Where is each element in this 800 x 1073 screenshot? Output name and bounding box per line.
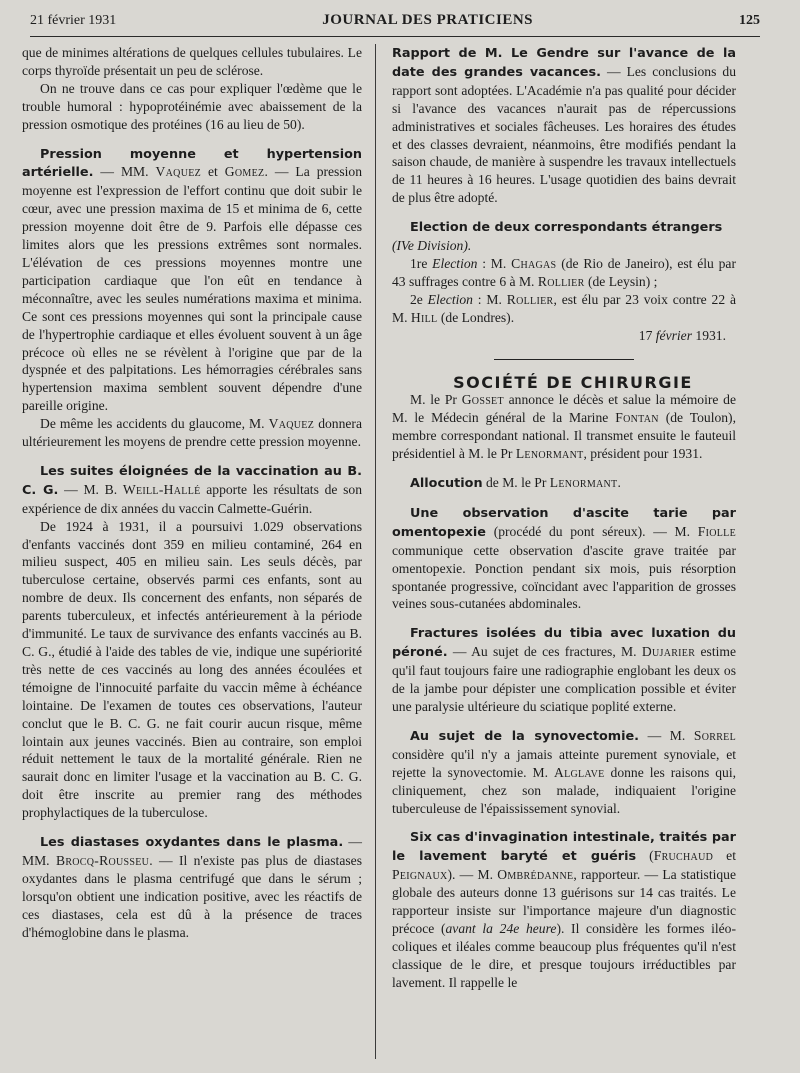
author-name: Chagas xyxy=(511,255,557,271)
author-name: Gomez xyxy=(224,164,265,180)
session-date: 17 février 1931. xyxy=(638,327,726,343)
author-name: Weill-Hallé xyxy=(122,481,201,497)
society-title: SOCIÉTÉ DE CHIRURGIE xyxy=(453,372,693,392)
section-rapport-le-gendre: Rapport de M. Le Gendre sur l'avance de la date des grandes vacances. — Les conclusions du rapport sont adoptées. L'Académie n'a pas qualité pour décider si l'avance des vacances n'aurait pas de répercussions administratives et sociales fâcheuses. Les horaires des études et des classes devraient, néanmoins, être modifiés pendant la saison chaude, de manière à suspendre les travaux intellectuels de 11 heures à 16 heures. L'usage quotidien des bains devrait de plus être adopté. xyxy=(392,46,736,206)
bcg-observations-paragraph: De 1924 à 1931, il a poursuivi 1.029 observations d'enfants vaccinés dont 359 en milieu contaminé, 264 en milieu suspect, 405 en milieu sain. Les seuls décès, par tuberculose certaine, observés parmi ces enfants, sont au nombre de deux. Ils concernent des enfants, non séparés de parents tuberculeux, et infectés antérieurement à la période d'immunité. Le taux de survivance des enfants vaccinés au B. C. G., étudié à l'aide des tables de vie, indique une supériorité très nette de ces vaccinés au long des années écoulées et témoigne de l'innocuité parfaite du vaccin même à échéance lointaine. De l'examen de toutes ces observations, l'auteur conclut que le B. C. G. ne fait courir aucun risque, même lointain aux jeunes vaccinés. Bien au contraire, son emploi réduit nettement le taux de la mortalité générale. Rien ne saurait donc en limiter l'usage et la vaccination au B. C. G. doit être inscrite au premier rang des méthodes prophylactiques de la tuberculose. xyxy=(22,518,362,821)
section-heading: Rapport de M. Le Gendre sur l'avance de la date des grandes vacances. xyxy=(392,46,736,80)
left-paragraph-1: que de minimes altérations de quelques cellules tubulaires. Le corps thyroïde présentait un peu de sclérose. xyxy=(22,45,362,78)
column-divider xyxy=(375,44,376,1059)
section-heading: Six cas d'invagination intestinale, traités par le lavement baryté et guéris xyxy=(392,830,736,865)
section-heading: Allocution xyxy=(410,476,483,492)
author-name: Lenormant xyxy=(549,475,618,491)
glaucome-paragraph: De même les accidents du glaucome, M. Vaquez donnera ultérieurement les moyens de prendre cette pression moyenne. xyxy=(22,416,362,450)
author-name: Ombrédanne xyxy=(497,867,574,883)
section-pression-moyenne: Pression moyenne et hypertension artérielle. — MM. Vaquez et Gomez. — La pression moyenne est l'expression de l'effort continu que doit subir le cœur, avec une pression maxima de 15 et minima de 6, cette pression moyenne doit être de 9. Parfois elle dépasse ces limites alors que les pressions extrêmes sont normales. L'élévation de ces pressions moyennes montre une participation cardiaque que l'on eût en tendance à méconnaître, avec les seules numérations maxima et minima. Ce sont ces pressions moyennes qui sont la principale cause de l'hypertrophie cardiaque et elles évoluent souvent à un âge précoce où elles ne se révèlent à l'origine que par de la dyspnée et des palpitations. Les hémorragies cérébrales sans hypertension maxima semblent souvent dépendre d'une pareille origine. xyxy=(22,146,363,414)
author-name: Fiolle xyxy=(697,523,736,539)
journal-title: JOURNAL DES PRATICIENS xyxy=(322,12,534,28)
first-election: 1re Election : M. Chagas (de Rio de Janeiro), est élu par 43 suffrages contre 6 à M. Rollier (de Leysin) ; xyxy=(392,255,736,289)
author-name: Alglave xyxy=(553,764,605,780)
section-heading: Une observation d'ascite tarie par omentopexie xyxy=(392,505,736,540)
division-label: (IVe Division). xyxy=(392,238,472,254)
author-name: Dujarier xyxy=(641,644,696,660)
left-column xyxy=(22,44,362,942)
running-head xyxy=(30,12,760,36)
society-rule xyxy=(494,359,634,360)
section-invagination-intestinale: Six cas d'invagination intestinale, traités par le lavement baryté et guéris (Fruchaud et Peignaux). — M. Ombrédanne, rapporteur. — La statistique globale des auteurs donne 13 guérisons sur 14 cas traités. Le rapporteur insiste sur l'importance majeure d'un diagnostic précoce (avant la 24e heure). Il considère les formes iléo-coliques et iléales comme beaucoup plus fréquentes qu'il n'est classique de le dire, et presque toujours irréductibles par lavement. Il rappelle le xyxy=(392,830,737,990)
section-election-correspondants xyxy=(392,218,736,255)
author-name: Vaquez xyxy=(268,416,315,432)
section-heading: Les diastases oxydantes dans le plasma. xyxy=(40,835,344,851)
author-name: Fruchaud xyxy=(653,848,714,864)
author-name: Fontan xyxy=(615,410,659,426)
left-paragraph-2: On ne trouve dans ce cas pour expliquer l'œdème que le trouble humoral : hypoprotéinémie avec abaissement de la pression osmotique des protéines (16 au lieu de 50). xyxy=(22,80,362,132)
section-fractures-tibia: Fractures isolées du tibia avec luxation du péroné. — Au sujet de ces fractures, M. Dujarier estime qu'il faut toujours faire une radiographie englobant les deux os de la jambe pour dépister une complication possible et éviter une paralysie ultérieure du sciatique poplité externe. xyxy=(392,626,737,714)
section-diastases-oxydantes: Les diastases oxydantes dans le plasma. — MM. Brocq-Rousseu. — Il n'existe pas plus de diastases oxydantes dans le plasma centrifugé que dans le sérum ; lorsqu'on obtient une indication positive, avec les réactifs de ces diastases, cela est dû à la présence de traces d'hémoglobine dans le plasma. xyxy=(22,834,362,940)
author-name: Lenormant xyxy=(515,446,584,462)
author-name: Hill xyxy=(410,309,438,325)
section-ascite-omentopexie: Une observation d'ascite tarie par omentopexie (procédé du pont séreux). — M. Fiolle communique cette observation d'ascite grave traitée par omentopexie. Ponction pendant six mois, puis résorption spontanée progressive, coïncidant avec l'apparition de grosses veines sous-cutanées abdominales. xyxy=(392,505,736,612)
author-name: Peignaux xyxy=(392,867,448,883)
second-election: 2e Election : M. Rollier, est élu par 23 voix contre 22 à M. Hill (de Londres). xyxy=(392,291,736,325)
section-vaccination-bcg: Les suites éloignées de la vaccination au B. C. G. — M. B. Weill-Hallé apporte les résultats de son expérience de dix années du vaccin Calmette-Guérin. xyxy=(22,463,363,516)
section-synovectomie: Au sujet de la synovectomie. — M. Sorrel considère qu'il n'y a jamais atteinte purement synoviale, et rejette la synovectomie. M. Alglave donne les raisons qui, cliniquement, chez son malade, indiquaient l'origine tuberculeuse de l'épaississement synovial. xyxy=(392,727,737,816)
author-name: Vaquez xyxy=(155,164,202,180)
section-heading: Les suites éloignées de la vaccination au B. C. G. xyxy=(22,463,362,498)
author-name: Rollier xyxy=(537,273,585,289)
author-name: Brocq-Rousseu xyxy=(55,852,150,868)
section-allocution: Allocution de M. le Pr Lenormant. xyxy=(410,475,621,492)
section-heading: Au sujet de la synovectomie. xyxy=(410,728,640,744)
section-heading: Pression moyenne et hypertension artérielle. xyxy=(22,146,362,181)
section-heading: Election de deux correspondants étrangers xyxy=(410,220,723,236)
page-number: 125 xyxy=(738,13,760,28)
author-name: Sorrel xyxy=(693,727,736,743)
right-column xyxy=(392,44,736,992)
section-heading: Fractures isolées du tibia avec luxation du péroné. xyxy=(392,626,736,661)
author-name: Rollier xyxy=(506,291,554,307)
header-date: 21 février 1931 xyxy=(30,13,117,28)
header-rule xyxy=(30,36,760,37)
author-name: Gosset xyxy=(461,392,504,408)
gosset-paragraph: M. le Pr Gosset annonce le décès et salue la mémoire de M. le Médecin général de la Marine Fontan (de Toulon), membre correspondant national. Il transmet ensuite le fauteuil présidentiel à M. le Pr Lenormant, président pour 1931. xyxy=(392,392,737,462)
